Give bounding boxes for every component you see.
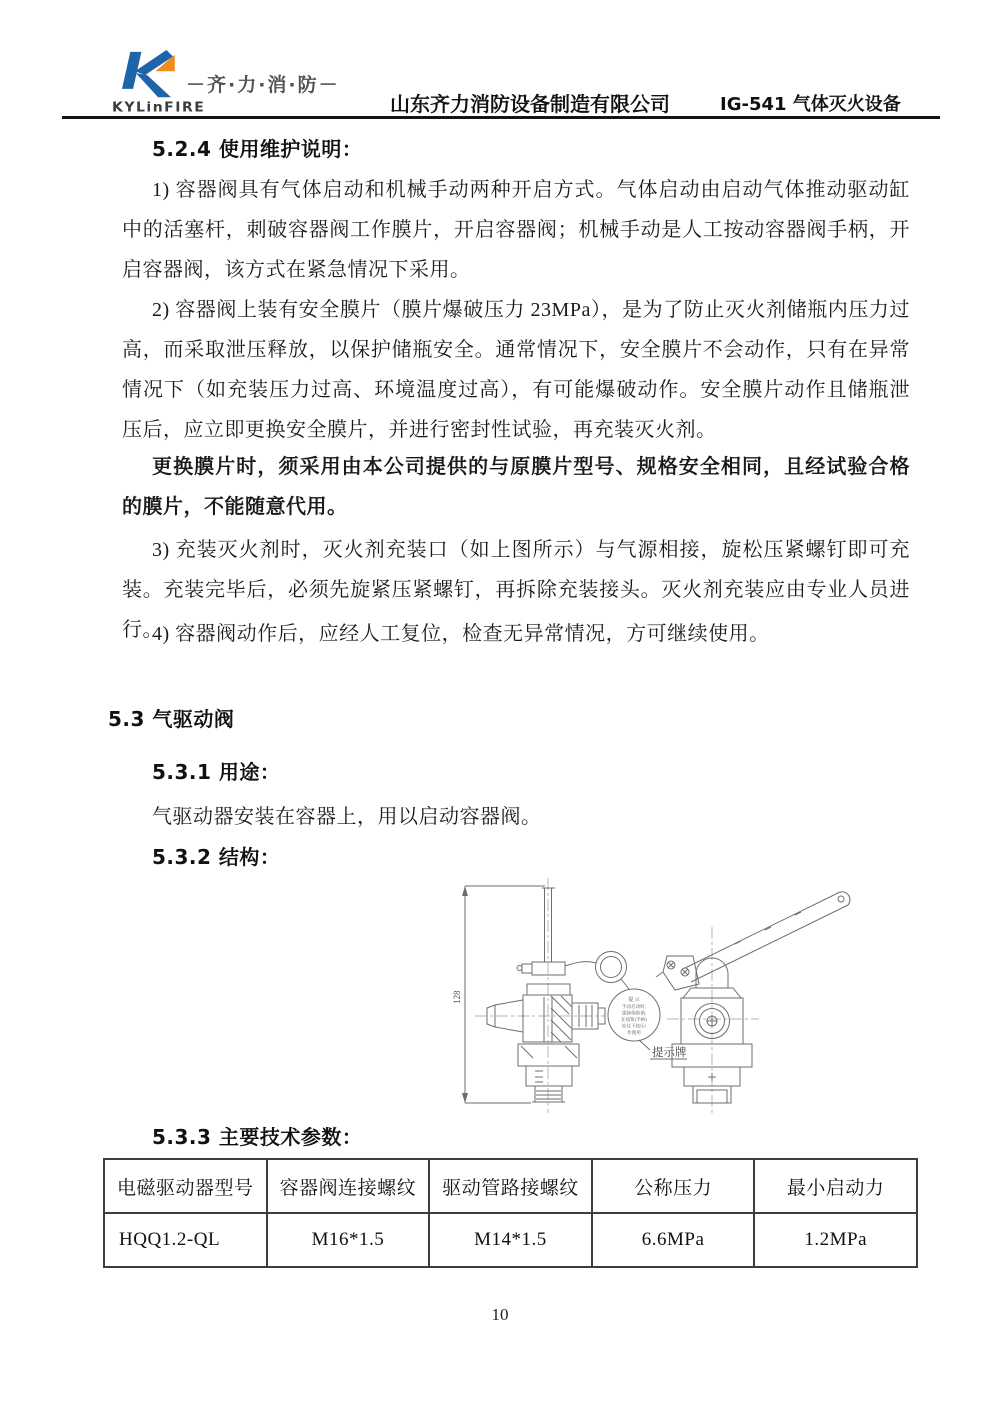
svg-text:手动启动时,: 手动启动时, (621, 1004, 647, 1009)
logo-wordmark: KYLinFIRE (112, 100, 206, 116)
balloon-note (608, 989, 687, 1059)
svg-text:作使用: 作使用 (627, 1030, 641, 1035)
heading-5-3: 5.3 气驱动阀 (108, 707, 235, 731)
valve-side-view (656, 892, 850, 1103)
paragraph-4: 4) 容器阀动作后，应经人工复位，检查无异常情况，方可继续使用。 (152, 623, 770, 645)
dimension-label: 128 (452, 990, 462, 1004)
header-divider (62, 116, 940, 119)
product-name: IG-541 气体灭火设备 (720, 94, 901, 115)
svg-text:拔掉保险销,: 拔掉保险销, (621, 1010, 647, 1016)
heading-5-3-1: 5.3.1 用途： (152, 760, 281, 784)
table-cell-model: HQQ1.2-QL (104, 1213, 267, 1267)
paragraph-bold-warning: 更换膜片时，须采用由本公司提供的与原膜片型号、规格安全相同，且经试验合格的膜片，不能随意代用。 (122, 456, 910, 518)
table-header-row (104, 1159, 917, 1213)
table-row (104, 1213, 917, 1267)
svg-text:提 示: 提 示 (628, 998, 640, 1003)
paragraph-2: 2) 容器阀上装有安全膜片（膜片爆破压力 23MPa），是为了防止灭火剂储瓶内压力过高，而采取泄压释放，以保护储瓶安全。通常情况下，安全膜片不会动作，只有在异常情况下（如充装压力过高、环境温度过高），有可能爆破动作。安全膜片动作且储瓶泄压后，应立即更换安全膜片，并进行密封性试验，再充装灭火剂。 (122, 299, 910, 441)
paragraph-3: 3) 充装灭火剂时，灭火剂充装口（如上图所示）与气源相接，旋松压紧螺钉即可充装。充装完毕后，必须先旋紧压紧螺钉，再拆除充装接头。灭火剂充装应由专业人员进行。 (122, 539, 910, 641)
table-cell-min-force: 1.2MPa (754, 1213, 917, 1267)
brand-slogan: －齐·力·消·防－ (186, 74, 340, 96)
pneumatic-valve-structure-drawing (435, 872, 910, 1117)
valve-section-view (487, 888, 629, 1102)
column-header: 最小启动力 (754, 1159, 917, 1213)
table-cell-valve-thread: M16*1.5 (267, 1213, 430, 1267)
table-cell-pressure: 6.6MPa (592, 1213, 755, 1267)
paragraph-5-3-1: 气驱动器安装在容器上，用以启动容器阀。 (152, 806, 542, 828)
column-header: 驱动管路接螺纹 (429, 1159, 592, 1213)
heading-5-3-3: 5.3.3 主要技术参数： (152, 1125, 363, 1149)
pointer-label: 提示牌 (652, 1047, 687, 1059)
kylinfire-logo-icon (115, 50, 179, 100)
column-header: 公称压力 (592, 1159, 755, 1213)
column-header: 电磁驱动器型号 (104, 1159, 267, 1213)
table-cell-pipe-thread: M14*1.5 (429, 1213, 592, 1267)
heading-5-3-2: 5.3.2 结构： (152, 845, 281, 869)
paragraph-1: 1) 容器阀具有气体启动和机械手动两种开启方式。气体启动由启动气体推动驱动缸中的活塞杆，刺破容器阀工作膜片，开启容器阀；机械手动是人工按动容器阀手柄，开启容器阀，该方式在紧急情况下采用。 (122, 179, 910, 281)
technical-parameters-table (103, 1158, 918, 1268)
svg-text:处往下按压!: 处往下按压! (621, 1023, 647, 1029)
column-header: 容器阀连接螺纹 (267, 1159, 430, 1213)
heading-5-2-4: 5.2.4 使用维护说明： (152, 137, 363, 161)
company-name: 山东齐力消防设备制造有限公司 (390, 92, 670, 116)
page-number: 10 (491, 1305, 509, 1324)
svg-text:在按钮(手柄): 在按钮(手柄) (620, 1017, 648, 1022)
